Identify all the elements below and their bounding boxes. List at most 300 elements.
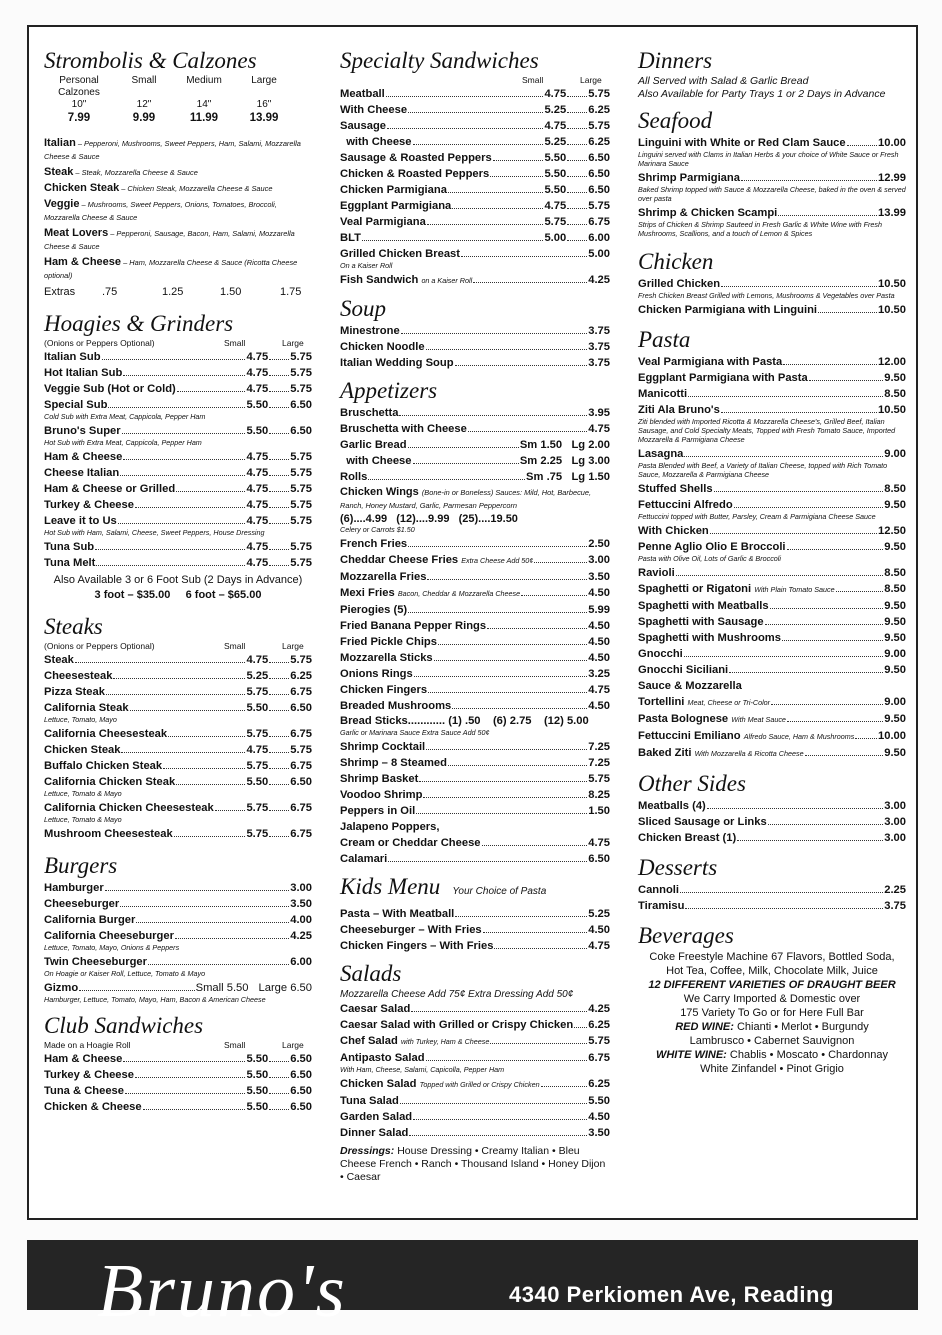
stromboli-item: Steak – Steak, Mozzarella Cheese & Sauce <box>44 166 198 178</box>
leader-dots <box>426 1060 588 1061</box>
menu-item <box>44 800 312 816</box>
menu-item <box>340 835 610 851</box>
item-name: Shrimp Parmigiana <box>638 172 740 184</box>
item-name: California Burger <box>44 914 136 926</box>
leader-dots <box>368 479 525 480</box>
soup-list <box>340 323 610 371</box>
menu-frame <box>27 25 918 1220</box>
calzone-price: 7.99 <box>67 112 91 124</box>
item-desc: Baked Shrimp topped with Sauce & Mozzarella Cheese, baked in the oven & served over pasta <box>638 185 906 203</box>
leader-dots <box>493 160 544 161</box>
item-name: Chicken Parmigiana <box>340 184 447 196</box>
item-price-large: 6.50 <box>290 399 312 411</box>
gizmo-small: Small 5.50 <box>195 982 249 994</box>
item-name: Mozzarella Fries <box>340 571 427 583</box>
item-price: 5.75 <box>246 802 269 814</box>
leader-dots <box>136 922 289 923</box>
item-price: 4.25 <box>588 274 610 286</box>
leader-dots <box>434 660 588 661</box>
item-price: 4.75 <box>544 120 567 132</box>
item-price: 9.50 <box>884 616 906 628</box>
menu-item <box>340 1017 610 1033</box>
item-name: Bruschetta <box>340 407 399 419</box>
club-note: Made on a Hoagie Roll <box>44 1040 131 1050</box>
strombolis-title: Strombolis & Calzones <box>44 48 257 73</box>
white-wine-line: WHITE WINE: Chablis • Moscato • Chardonnay <box>655 1049 889 1061</box>
leader-dots <box>468 431 587 432</box>
leader-dots <box>413 463 519 464</box>
item-price: 3.00 <box>884 800 906 812</box>
item-price-large: 6.50 <box>588 184 610 196</box>
leader-dots <box>174 836 246 837</box>
item-price: 4.00 <box>290 914 312 926</box>
item-price: 5.25 <box>588 908 610 920</box>
menu-item <box>638 598 906 614</box>
leader-dots <box>269 433 289 434</box>
item-name: Tuna Salad <box>340 1095 399 1107</box>
item-desc: Ziti blended with Imported Ricotta & Mozzarella Cheese's, Grilled Beef, Italian Sausage, and Cold Specialty Meats, Topped with Fresh Tomato Sauce, Imported Mozzarella & Parmigiana Cheese <box>638 417 896 444</box>
appetizers-list <box>340 405 610 485</box>
item-name: Bruschetta with Cheese <box>340 423 467 435</box>
leader-dots <box>96 565 245 566</box>
menu-item <box>44 1099 312 1115</box>
item-name: Dinner Salad <box>340 1127 409 1139</box>
menu-item <box>340 650 610 666</box>
item-price: 9.00 <box>884 448 906 460</box>
dinners-note: Also Available for Party Trays 1 or 2 Days in Advance <box>638 88 886 100</box>
menu-item <box>340 453 610 469</box>
item-price: 4.75 <box>246 541 269 553</box>
leader-dots <box>567 208 587 209</box>
item-price: 9.50 <box>884 713 906 725</box>
leader-dots <box>426 749 587 750</box>
steaks-header <box>44 641 312 652</box>
item-name: California Chicken Cheesesteak <box>44 802 214 814</box>
small-header: Small <box>224 641 246 651</box>
menu-item <box>44 774 312 790</box>
leader-dots <box>399 415 587 416</box>
leader-dots <box>411 1011 587 1012</box>
club-header <box>44 1040 312 1051</box>
item-price: 3.25 <box>588 668 610 680</box>
leader-dots <box>413 1119 587 1120</box>
item-name: Cream or Cheddar Cheese <box>340 837 481 849</box>
menu-item <box>638 446 906 462</box>
leader-dots <box>135 1077 245 1078</box>
menu-item <box>638 481 906 497</box>
leader-dots <box>680 892 883 893</box>
menu-item <box>44 465 312 481</box>
menu-item <box>638 370 906 386</box>
leader-dots <box>269 1093 289 1094</box>
item-price-large: 5.75 <box>290 541 312 553</box>
item-price-large: 6.50 <box>290 1069 312 1081</box>
menu-item <box>340 1125 610 1141</box>
leader-dots <box>710 533 877 534</box>
leader-dots <box>409 1135 587 1136</box>
leader-dots <box>175 938 289 939</box>
item-desc: Lettuce, Tomato & Mayo <box>44 815 122 824</box>
hoagies-note: (Onions or Peppers Optional) <box>44 338 155 348</box>
item-desc: Cold Sub with Extra Meat, Cappicola, Pepper Ham <box>44 412 206 421</box>
gizmo-large: Large 6.50 <box>258 982 312 994</box>
menu-item <box>340 851 610 867</box>
menu-item <box>44 742 312 758</box>
item-price-large: 5.75 <box>290 515 312 527</box>
desserts-list <box>638 882 906 914</box>
menu-item <box>44 668 312 684</box>
leader-dots <box>809 380 884 381</box>
item-inline-desc: With Mozzarella & Ricotta Cheese <box>694 749 804 758</box>
salads-list <box>340 1001 610 1141</box>
leader-dots <box>416 813 587 814</box>
item-name: Sausage <box>340 120 387 132</box>
menu-item <box>340 552 610 569</box>
menu-item <box>340 405 610 421</box>
menu-item <box>638 581 906 598</box>
item-price: 3.00 <box>290 882 312 894</box>
menu-item <box>638 276 906 292</box>
leader-dots <box>836 591 884 592</box>
item-price: 5.50 <box>246 399 269 411</box>
leader-dots <box>408 612 587 613</box>
item-price: 3.75 <box>884 900 906 912</box>
stromboli-item: Ham & Cheese – Ham, Mozzarella Cheese & Sauce (Ricotta Cheese optional) <box>44 256 298 280</box>
hoagies-list <box>44 349 312 571</box>
item-name: With Chicken <box>638 525 709 537</box>
item-inline-desc: With Plain Tomato Sauce <box>754 585 835 594</box>
stromboli-item: Meat Lovers – Pepperoni, Sausage, Bacon, Ham, Salami, Mozzarella Cheese & Sauce <box>44 227 295 251</box>
leader-dots <box>408 546 587 547</box>
menu-item <box>638 497 906 513</box>
menu-item <box>638 728 906 745</box>
beverages-title: Beverages <box>638 923 734 948</box>
leader-dots <box>163 768 245 769</box>
leader-dots <box>427 579 587 580</box>
item-price: 9.50 <box>884 372 906 384</box>
item-price-large: 5.75 <box>290 744 312 756</box>
leader-dots <box>177 391 246 392</box>
leader-dots <box>105 890 290 891</box>
stromboli-item: Veggie – Mushrooms, Sweet Peppers, Onions, Tomatoes, Broccoli, Mozzarella Cheese & Sauce <box>44 198 277 222</box>
item-price: 10.50 <box>878 304 906 316</box>
club-title: Club Sandwiches <box>44 1013 204 1038</box>
leader-dots <box>737 840 883 841</box>
item-price: 12.00 <box>878 356 906 368</box>
item-desc: Lettuce, Tomato, Mayo, Onions & Peppers <box>44 943 180 952</box>
item-price: 5.50 <box>246 1069 269 1081</box>
beer-line: 12 DIFFERENT VARIETIES OF DRAUGHT BEER <box>648 979 896 991</box>
item-desc: Fresh Chicken Breast Grilled with Lemons, Mushrooms & Vegetables over Pasta <box>638 291 895 300</box>
menu-item <box>638 814 906 830</box>
item-name: Chicken Fingers – With Fries <box>340 940 494 952</box>
leader-dots <box>567 224 587 225</box>
item-name: Tuna Sub <box>44 541 95 553</box>
item-name: Fettuccini Emiliano Alfredo Sauce, Ham & Mushrooms <box>638 730 855 742</box>
menu-item <box>340 618 610 634</box>
steaks-list <box>44 652 312 842</box>
menu-item <box>340 787 610 803</box>
leader-dots <box>567 112 587 113</box>
menu-item <box>340 246 610 262</box>
item-price-large: 5.75 <box>290 367 312 379</box>
sauce-mozzarella-row <box>638 678 906 694</box>
menu-item <box>638 614 906 630</box>
menu-item <box>340 421 610 437</box>
leader-dots <box>269 694 289 695</box>
menu-item <box>638 523 906 539</box>
footer-bar <box>27 1240 918 1333</box>
white-wine-line: White Zinfandel • Pinot Grigio <box>700 1063 844 1075</box>
item-name: Cheesesteak <box>44 670 113 682</box>
leader-dots <box>438 644 587 645</box>
gizmo-name: Gizmo <box>44 982 79 994</box>
item-desc: With Ham, Cheese, Salami, Capicolla, Pepper Ham <box>340 1065 505 1074</box>
leader-dots <box>783 364 877 365</box>
menu-item <box>44 1083 312 1099</box>
leader-dots <box>676 575 884 576</box>
leader-dots <box>714 491 884 492</box>
item-name: Tortellini Meat, Cheese or Tri-Color <box>638 696 771 708</box>
leader-dots <box>414 676 588 677</box>
item-name: Italian Wedding Soup <box>340 357 454 369</box>
menu-item <box>340 150 610 166</box>
leader-dots <box>408 447 519 448</box>
menu-item <box>340 739 610 755</box>
menu-item <box>44 423 312 439</box>
item-price: 3.50 <box>588 1127 610 1139</box>
item-name: Shrimp & Chicken Scampi <box>638 207 778 219</box>
item-name: Voodoo Shrimp <box>340 789 423 801</box>
leader-dots <box>269 662 289 663</box>
item-price: 12.50 <box>878 525 906 537</box>
steaks-title: Steaks <box>44 614 103 639</box>
item-price-large: 6.25 <box>588 104 610 116</box>
item-price: 4.75 <box>246 367 269 379</box>
club-list <box>44 1051 312 1115</box>
wings-note: Celery or Carrots $1.50 <box>340 525 415 534</box>
item-price: 5.50 <box>246 1053 269 1065</box>
item-price: 6.25 <box>588 1019 610 1031</box>
item-name: with Cheese <box>340 136 412 148</box>
leader-dots <box>765 624 884 625</box>
item-price: 3.00 <box>884 816 906 828</box>
item-name: Turkey & Cheese <box>44 499 134 511</box>
leader-dots <box>269 549 289 550</box>
item-name: Manicotti <box>638 388 688 400</box>
item-name: Caesar Salad <box>340 1003 411 1015</box>
item-price: 5.25 <box>246 670 269 682</box>
leader-dots <box>455 365 588 366</box>
item-name: Steak <box>44 654 74 666</box>
menu-item <box>44 758 312 774</box>
menu-item <box>340 355 610 371</box>
leader-dots <box>721 412 877 413</box>
leader-dots <box>487 628 587 629</box>
item-price: 3.00 <box>884 832 906 844</box>
hoagies-title: Hoagies & Grinders <box>44 311 234 336</box>
item-name: Mozzarella Sticks <box>340 652 433 664</box>
steaks-note: (Onions or Peppers Optional) <box>44 641 155 651</box>
menu-item <box>44 896 312 912</box>
leader-dots <box>79 990 194 991</box>
stromboli-item: Italian – Pepperoni, Mushrooms, Sweet Peppers, Ham, Salami, Mozzarella Cheese & Sauce <box>44 137 301 161</box>
item-price: 3.75 <box>588 357 610 369</box>
calzone-size: 12" <box>136 99 152 110</box>
leader-dots <box>123 459 245 460</box>
large-header: Large <box>580 75 602 85</box>
item-inline-desc: Meat, Cheese or Tri-Color <box>687 698 771 707</box>
menu-item <box>340 1093 610 1109</box>
menu-item <box>44 954 312 970</box>
specialty-list <box>340 86 610 289</box>
menu-item <box>340 1076 610 1093</box>
item-price-large: 6.50 <box>588 168 610 180</box>
item-name: Gnocchi <box>638 648 683 660</box>
leader-dots <box>121 752 245 753</box>
leader-dots <box>787 721 883 722</box>
menu-item <box>638 565 906 581</box>
menu-item <box>340 906 610 922</box>
menu-item <box>340 1001 610 1017</box>
item-name: With Cheese <box>340 104 408 116</box>
bread-sticks-note: Garlic or Marinara Sauce Extra Sauce Add 50¢ <box>340 728 490 737</box>
item-name: Twin Cheeseburger <box>44 956 147 968</box>
leader-dots <box>490 176 543 177</box>
leader-dots <box>102 359 246 360</box>
item-name: Buffalo Chicken Steak <box>44 760 163 772</box>
menu-item <box>340 585 610 602</box>
leader-dots <box>269 375 289 376</box>
leader-dots <box>75 662 246 663</box>
item-name: Chicken Breast (1) <box>638 832 737 844</box>
leader-dots <box>269 391 289 392</box>
menu-item <box>340 437 610 453</box>
item-inline-desc: With Meat Sauce <box>731 715 786 724</box>
item-price: 5.00 <box>588 248 610 260</box>
item-price-large: 6.75 <box>290 802 312 814</box>
calzone-header: Medium <box>186 75 222 86</box>
item-price: 9.00 <box>884 648 906 660</box>
item-name: Fettuccini Alfredo <box>638 499 733 511</box>
item-name: California Steak <box>44 702 129 714</box>
large-header: Large <box>282 641 304 651</box>
beverage-line: Coke Freestyle Machine 67 Flavors, Bottled Soda, <box>649 951 895 963</box>
item-desc: Linguini served with Clams in Italian Herbs & your choice of White Sauce or Fresh Marinara Sauce <box>638 150 899 168</box>
calzone-price: 11.99 <box>189 112 219 124</box>
item-price: 4.50 <box>588 587 610 599</box>
leader-dots <box>567 128 587 129</box>
leader-dots <box>534 562 587 563</box>
leader-dots <box>122 433 246 434</box>
item-price: 9.50 <box>884 541 906 553</box>
leader-dots <box>130 710 246 711</box>
menu-item <box>340 323 610 339</box>
leader-dots <box>452 708 587 709</box>
burgers-list <box>44 880 312 978</box>
leader-dots <box>768 824 884 825</box>
item-name: Peppers in Oil <box>340 805 416 817</box>
foot-sub-note: Also Available 3 or 6 Foot Sub (2 Days in Advance) <box>53 574 303 586</box>
leader-dots <box>448 192 543 193</box>
item-name: Penne Aglio Olio E Broccoli <box>638 541 786 553</box>
item-price-large: 6.50 <box>290 1085 312 1097</box>
item-price: 4.75 <box>246 483 269 495</box>
seafood-list <box>638 135 906 238</box>
item-desc: Pasta with Olive Oil, Lots of Garlic & Broccoli <box>638 554 781 563</box>
leader-dots <box>567 96 587 97</box>
menu-item <box>340 938 610 954</box>
item-desc: Hot Sub with Ham, Salami, Cheese, Sweet Peppers, House Dressing <box>44 528 265 537</box>
menu-item <box>44 449 312 465</box>
item-inline-desc: on a Kaiser Roll <box>421 276 473 285</box>
menu-item <box>340 469 610 485</box>
item-price: 12.99 <box>878 172 906 184</box>
item-name: Leave it to Us <box>44 515 117 527</box>
gizmo-desc: Hamburger, Lettuce, Tomato, Mayo, Ham, Bacon & American Cheese <box>44 995 266 1004</box>
item-desc: Pasta Blended with Beef, a Variety of Italian Cheese, topped with Rich Tomato Sauce, Mozzarella & Parmigiana Cheese <box>638 461 888 479</box>
leader-dots <box>388 861 587 862</box>
leader-dots <box>771 704 883 705</box>
leader-dots <box>423 797 587 798</box>
sides-list <box>638 798 906 846</box>
item-name: Fried Pickle Chips <box>340 636 437 648</box>
leader-dots <box>567 240 587 241</box>
menu-item <box>44 1051 312 1067</box>
menu-item <box>340 666 610 682</box>
address: 4340 Perkiomen Ave, Reading <box>509 1282 834 1307</box>
menu-item <box>340 230 610 246</box>
item-price: 3.50 <box>290 898 312 910</box>
item-price: 4.50 <box>588 924 610 936</box>
item-desc: Strips of Chicken & Shrimp Sauteed in Fresh Garlic & White Wine with Fresh Mushrooms, Scallions, and a touch of Lemon & Spices <box>638 220 882 238</box>
leader-dots <box>269 1109 289 1110</box>
calzone-header: Personal Calzones <box>58 75 100 98</box>
leader-dots <box>567 144 587 145</box>
item-price-large: 6.50 <box>290 702 312 714</box>
item-inline-desc: with Turkey, Ham & Cheese <box>400 1037 490 1046</box>
leader-dots <box>461 256 587 257</box>
item-price: 5.50 <box>544 184 567 196</box>
item-name: Stuffed Shells <box>638 483 713 495</box>
item-name: Ham & Cheese <box>44 451 123 463</box>
leader-dots <box>413 144 544 145</box>
beverage-line: 175 Variety To Go or for Here Full Bar <box>680 1007 864 1019</box>
item-name: Special Sub <box>44 399 108 411</box>
menu-item <box>44 726 312 742</box>
item-price: 7.25 <box>588 741 610 753</box>
item-price: 8.50 <box>884 583 906 595</box>
item-price: 8.50 <box>884 567 906 579</box>
menu-item <box>340 102 610 118</box>
menu-item <box>44 365 312 381</box>
item-price-large: 6.75 <box>290 728 312 740</box>
leader-dots <box>269 523 289 524</box>
item-name: Pasta Bolognese With Meat Sauce <box>638 713 786 725</box>
jalapeno-row <box>340 819 610 835</box>
menu-item <box>340 166 610 182</box>
leader-dots <box>269 459 289 460</box>
item-price: 4.75 <box>588 423 610 435</box>
item-price: 5.50 <box>246 425 269 437</box>
menu-item <box>638 302 906 318</box>
menu-item <box>44 684 312 700</box>
item-price: 5.00 <box>544 232 567 244</box>
item-name: Chicken Parmigiana with Linguini <box>638 304 818 316</box>
menu-item <box>340 634 610 650</box>
leader-dots <box>269 836 289 837</box>
item-price: 5.99 <box>588 604 610 616</box>
